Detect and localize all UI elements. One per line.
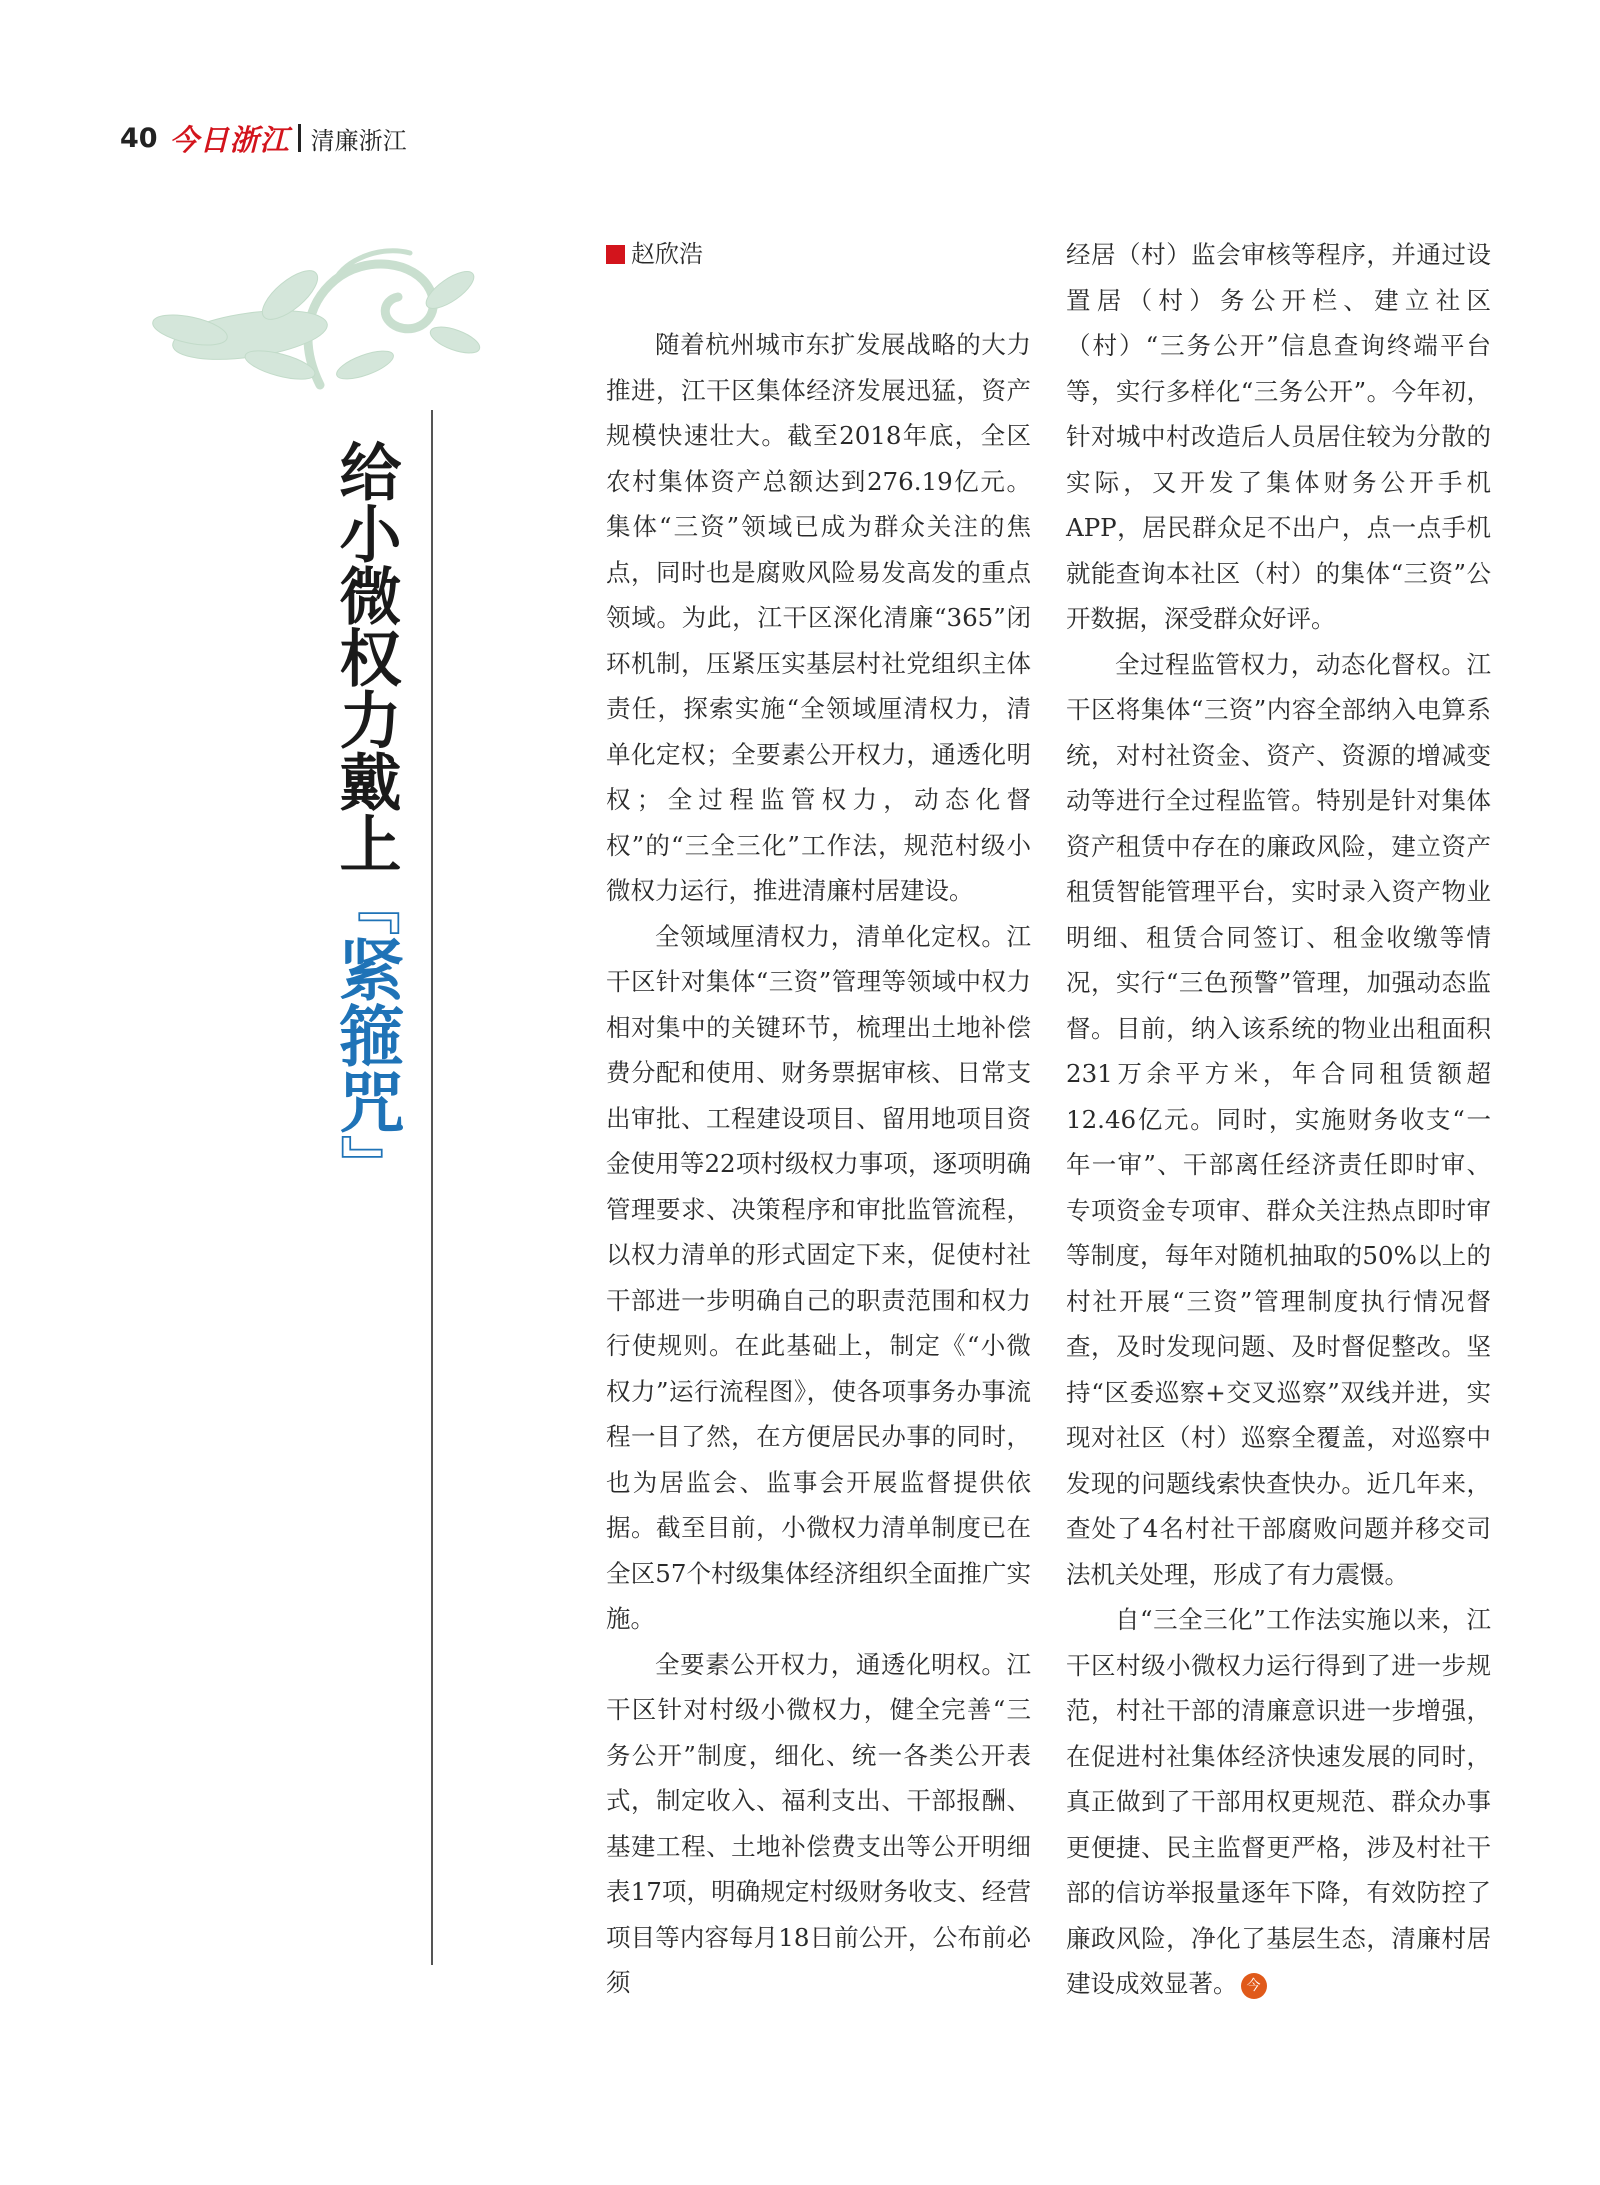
paragraph-text: 自“三全三化”工作法实施以来，江干区村级小微权力运行得到了进一步规范，村社干部的清廉意识进一步增强，在促进村社集体经济快速发展的同时，真正做到了干部用权更规范、群众办事更便捷、民主监督更严格，涉及村社干部的信访举报量逐年下降，有效防控了廉政风险，净化了基层生态，清廉村居建设成效显著。 — [1066, 1605, 1491, 1998]
article-column-1 — [606, 232, 1031, 2006]
author-byline — [606, 232, 1031, 277]
section-name: 清廉浙江 — [310, 126, 407, 155]
header-divider — [298, 124, 301, 152]
paragraph-last — [1066, 1597, 1491, 2007]
floral-ornament-icon — [130, 235, 490, 395]
title-close-quote: 』 — [329, 1134, 402, 1196]
paragraph: 全领域厘清权力，清单化定权。江干区针对集体“三资”管理等领域中权力相对集中的关键环节，梳理出土地补偿费分配和使用、财务票据审核、日常支出审批、工程建设项目、留用地项目资金使用等22项村级权力事项，逐项明确管理要求、决策程序和审批监管流程，以权力清单的形式固定下来，促使村社干部进一步明确自己的职责范围和权力行使规则。在此基础上，制定《“小微权力”运行流程图》，使各项事务办事流程一目了然，在方便居民办事的同时，也为居监会、监事会开展监督提供依据。截至目前，小微权力清单制度已在全区57个村级集体经济组织全面推广实施。 — [606, 921, 1031, 1633]
author-name: 赵欣浩 — [631, 240, 703, 268]
title-main: 给小微权力戴上 — [329, 440, 402, 874]
end-mark-icon: 今 — [1241, 1973, 1267, 1999]
paragraph: 随着杭州城市东扩发展战略的大力推进，江干区集体经济发展迅猛，资产规模快速壮大。截至2018年底，全区农村集体资产总额达到276.19亿元。集体“三资”领域已成为群众关注的焦点，同时也是腐败风险易发高发的重点领域。为此，江干区深化清廉“365”闭环机制，压紧压实基层村社党组织主体责任，探索实施“全领域厘清权力，清单化定权；全要素公开权力，通透化明权；全过程监管权力，动态化督权”的“三全三化”工作法，规范村级小微权力运行，推进清廉村居建设。 — [606, 330, 1031, 905]
title-divider-line — [431, 410, 433, 1965]
magazine-logo: 今日浙江 — [169, 122, 290, 157]
page-header — [120, 118, 407, 158]
title-open-quote: 『 — [329, 874, 402, 936]
article-column-2 — [1066, 232, 1491, 2007]
paragraph: 经居（村）监会审核等程序，并通过设置居（村）务公开栏、建立社区（村）“三务公开”信息查询终端平台等，实行多样化“三务公开”。今年初，针对城中村改造后人员居住较为分散的实际，又开发了集体财务公开手机APP，居民群众足不出户，点一点手机就能查询本社区（村）的集体“三资”公开数据，深受群众好评。 — [1066, 240, 1491, 633]
paragraph: 全要素公开权力，通透化明权。江干区针对村级小微权力，健全完善“三务公开”制度，细化、统一各类公开表式，制定收入、福利支出、干部报酬、基建工程、土地补偿费支出等公开明细表17项，明确规定村级财务收支、经营项目等内容每月18日前公开，公布前必须 — [606, 1649, 1031, 1997]
article-title — [325, 440, 405, 1196]
author-marker-icon — [606, 245, 625, 264]
page-number: 40 — [120, 122, 158, 154]
paragraph: 全过程监管权力，动态化督权。江干区将集体“三资”内容全部纳入电算系统，对村社资金、资产、资源的增减变动等进行全过程监管。特别是针对集体资产租赁中存在的廉政风险，建立资产租赁智能管理平台，实时录入资产物业明细、租赁合同签订、租金收缴等情况，实行“三色预警”管理，加强动态监督。目前，纳入该系统的物业出租面积231万余平方米，年合同租赁额超12.46亿元。同时，实施财务收支“一年一审”、干部离任经济责任即时审、专项资金专项审、群众关注热点即时审等制度，每年对随机抽取的50%以上的村社开展“三资”管理制度执行情况督查，及时发现问题、及时督促整改。坚持“区委巡察+交叉巡察”双线并进，实现对社区（村）巡察全覆盖，对巡察中发现的问题线索快查快办。近几年来，查处了4名村社干部腐败问题并移交司法机关处理，形成了有力震慑。 — [1066, 649, 1491, 1589]
title-highlight: 紧箍咒 — [327, 936, 404, 1134]
